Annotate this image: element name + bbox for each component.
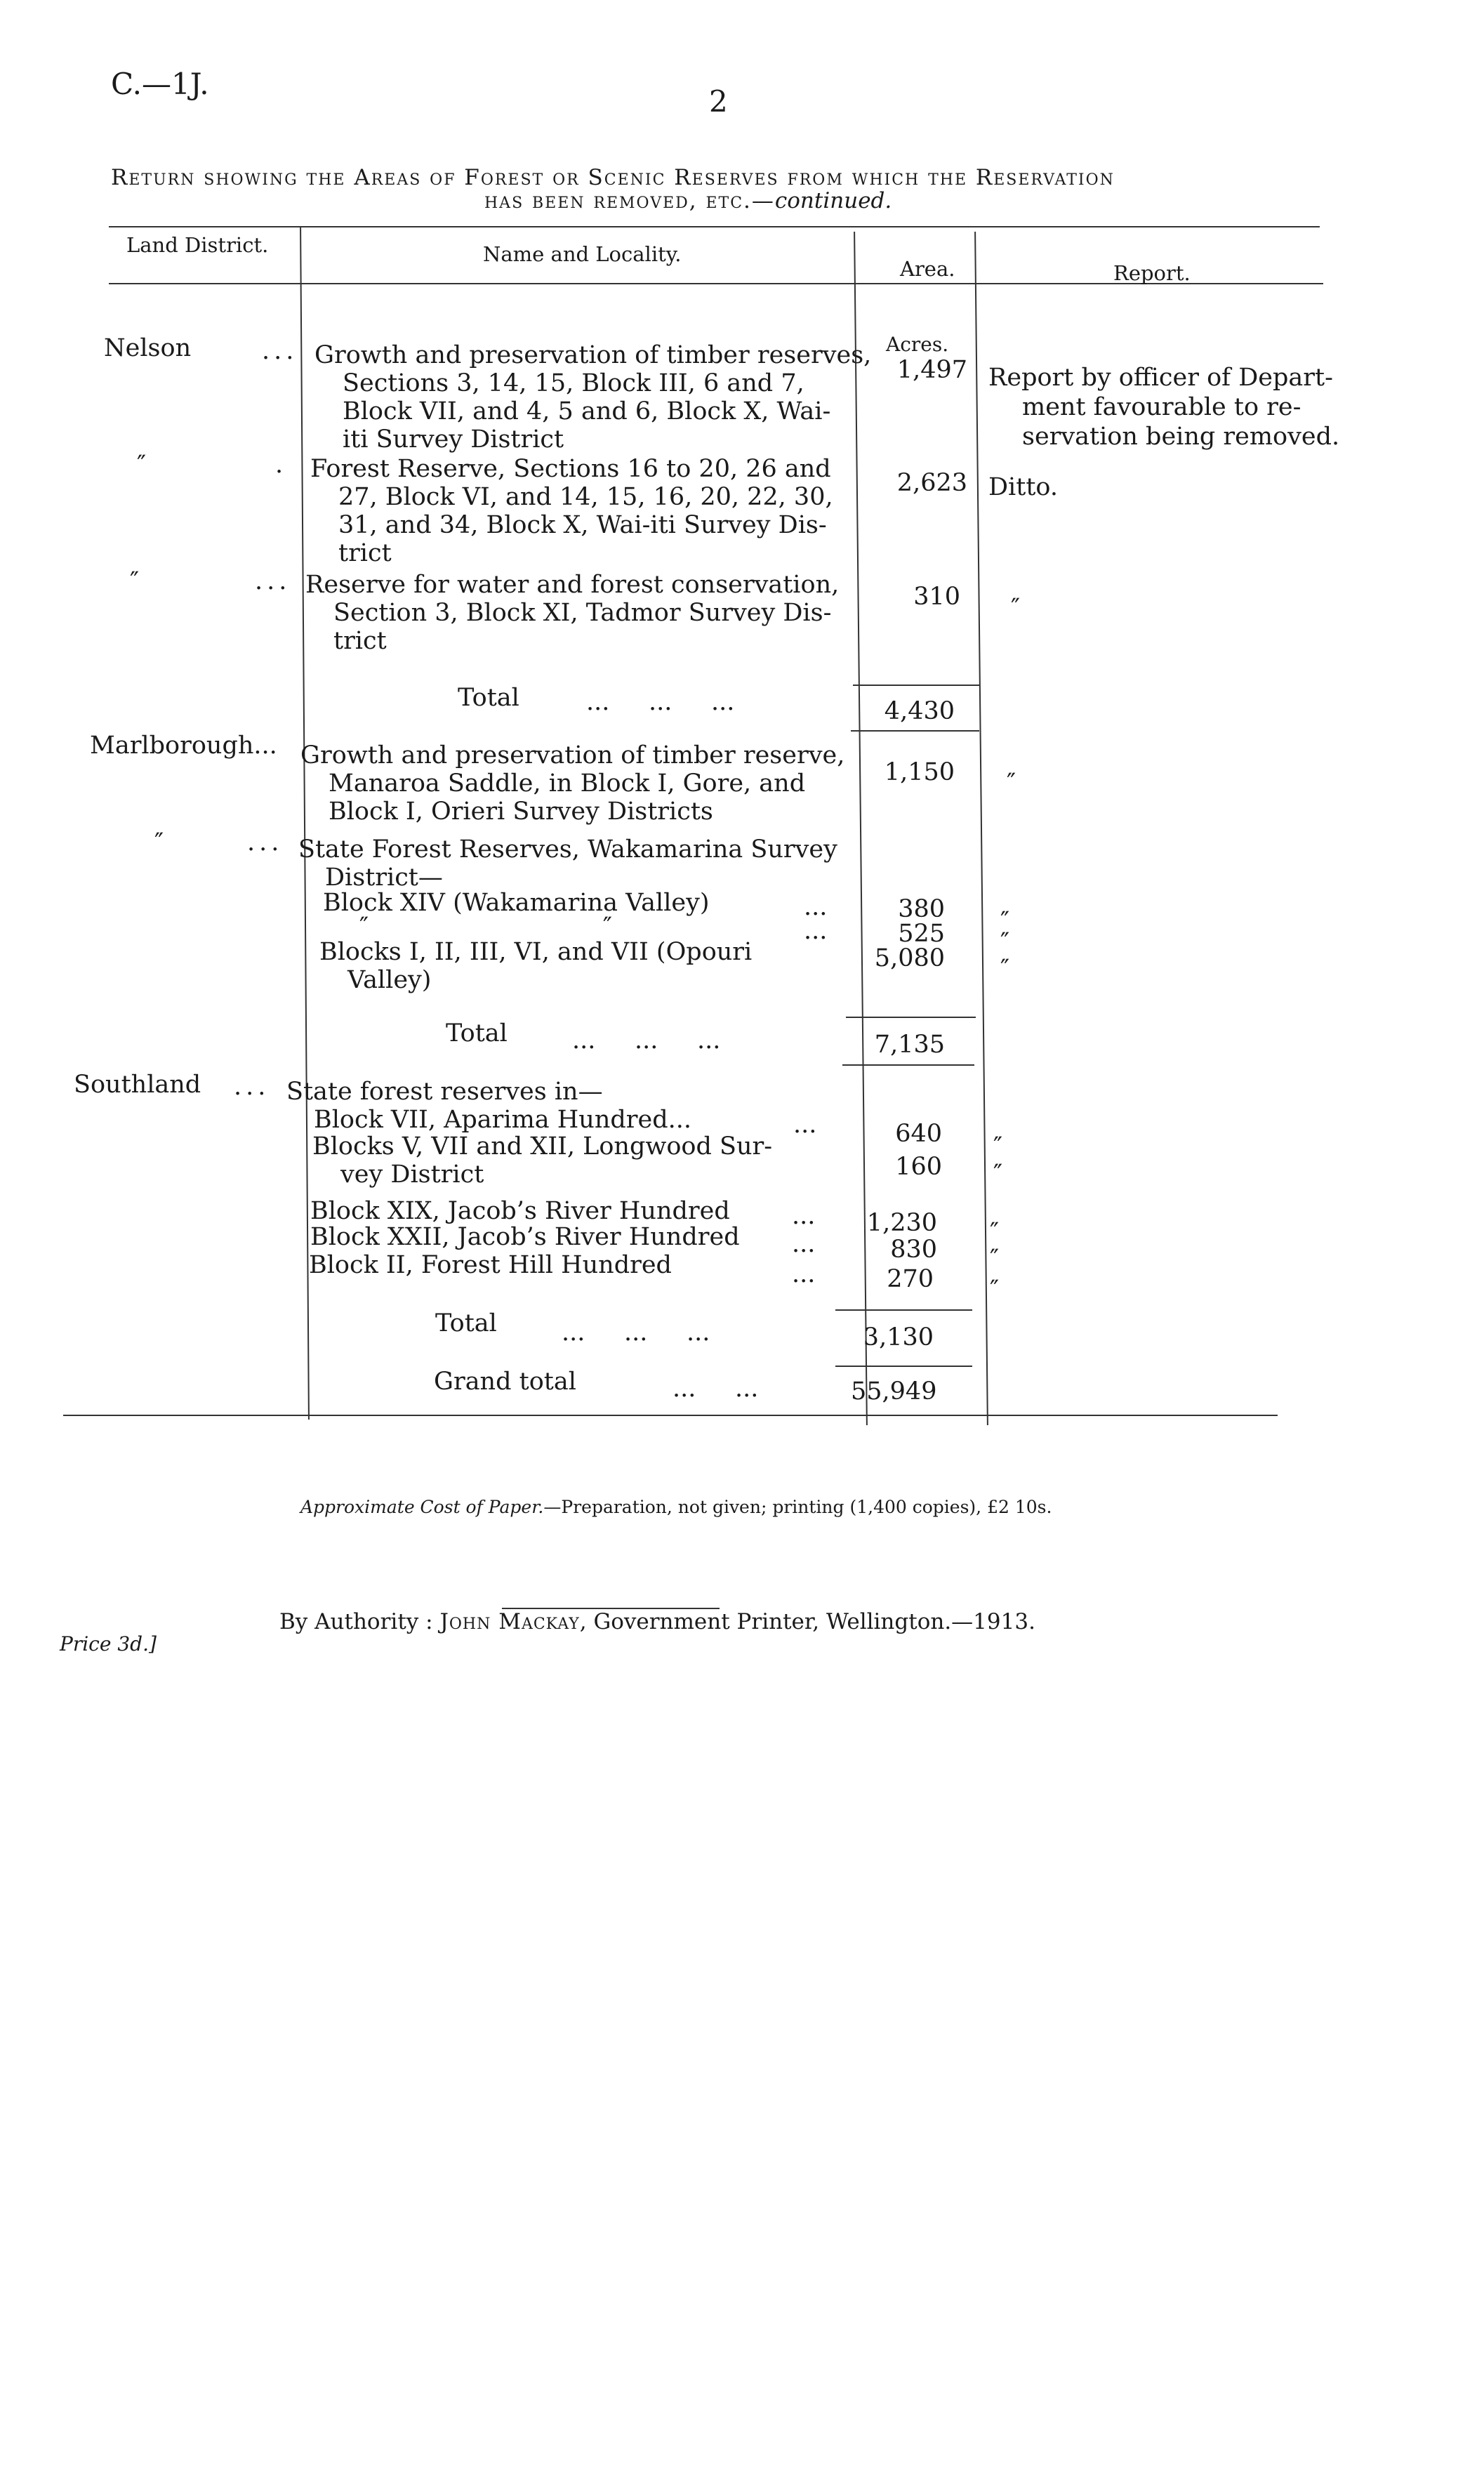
report-text: ″ [1007,769,1016,797]
name-locality [310,455,833,567]
page-title-line1: Return showing the Areas of Forest or Scenic Reserves from which the Reservation [111,165,1115,190]
area-value: 310 [913,583,960,611]
sub-line: Blocks V, VII and XII, Longwood Sur- [312,1132,773,1161]
name-line: 31, and 34, Block X, Wai-iti Survey Dis- [338,511,827,539]
column-divider-area [974,232,988,1425]
district-ditto: ″ [154,828,164,857]
sub-line: Blocks I, II, III, VI, and VII (Opouri [319,938,753,966]
report-text: ″ [1000,928,1010,956]
header-name-locality: Name and Locality. [483,242,682,266]
page-number: 2 [709,84,728,119]
sub-item: ″ ″ [359,913,612,941]
total-dots: ... ... ... [562,1318,710,1347]
name-line: trict [338,539,392,567]
total-rule [851,730,979,732]
report-line: ment favourable to re- [1022,393,1301,421]
sub-dots: ... [804,893,828,921]
total-rule [842,1064,974,1066]
authority-line [279,1609,1035,1634]
area-value: 525 [898,920,945,948]
report-text: ″ [1011,594,1021,622]
total-label: Total [435,1309,497,1337]
name-locality: State forest reserves in— [286,1078,603,1106]
title-line2-italic: continued. [774,188,892,213]
grand-total-label: Grand total [434,1368,576,1396]
authority-prefix: By Authority : [279,1609,433,1634]
report-line: servation being removed. [1022,423,1340,451]
sub-item [319,938,752,994]
district-nelson [104,334,191,362]
total-dots: ... ... ... [586,688,735,716]
sub-item: Block XIX, Jacob’s River Hundred [310,1197,730,1225]
area-value: 830 [890,1236,937,1264]
sub-dots: ... [804,917,828,945]
sub-line: Valley) [347,966,432,994]
district-dots: ... [247,828,284,857]
table-bottom-rule [63,1415,1278,1416]
name-line: Growth and preservation of timber reserves, [314,341,872,369]
sub-item: Block VII, Aparima Hundred... [314,1106,691,1134]
sub-item: Block XXII, Jacob’s River Hundred [310,1223,740,1251]
price: Price 3d.] [60,1632,157,1655]
area-value: 2,623 [896,469,967,497]
title-line2-text: has been removed, etc.— [484,188,775,213]
total-rule [835,1366,972,1367]
total-label: Total [458,684,519,712]
name-locality [305,571,839,655]
district-dots: ... [255,567,291,595]
name-line: 27, Block VI, and 14, 15, 16, 20, 22, 30, [338,483,833,511]
name-locality [298,835,837,892]
name-line: Sections 3, 14, 15, Block III, 6 and 7, [343,369,804,397]
total-rule [846,1017,976,1018]
district-name: Marlborough [90,732,254,760]
sub-item [312,1132,772,1189]
cost-of-paper-label: Approximate Cost of Paper. [300,1497,544,1517]
district-dots: . [275,451,284,479]
table-top-rule [109,226,1320,227]
header-area: Area. [900,257,955,281]
district-dots: ... [234,1073,270,1101]
total-rule [853,685,979,686]
sub-line: vey District [340,1161,484,1189]
header-report: Report. [1113,261,1191,285]
sub-dots: ... [792,1230,816,1258]
area-value: 160 [895,1153,942,1181]
name-line: Forest Reserve, Sections 16 to 20, 26 and [310,455,831,483]
area-value: 1,497 [896,356,967,384]
report-line: Report by officer of Depart- [988,364,1333,392]
units-label: Acres. [886,333,949,356]
authority-rest: , Government Printer, Wellington.—1913. [579,1609,1035,1634]
total-value: 4,430 [884,697,955,725]
total-label: Total [446,1019,508,1047]
name-line: trict [333,627,387,655]
name-locality [314,341,871,454]
name-line: Growth and preservation of timber reserve, [300,741,845,769]
report-text: ″ [990,1276,1000,1304]
report-text: ″ [1000,907,1010,935]
total-rule [835,1309,972,1311]
page-title-line2 [484,188,892,213]
area-value: 640 [895,1120,942,1148]
report-text: ″ [990,1245,1000,1273]
name-line: iti Survey District [343,425,564,454]
district-ditto: ″ [137,451,147,479]
district-ditto: ″ [130,567,140,595]
name-line: Section 3, Block XI, Tadmor Survey Dis- [333,599,832,627]
district-name: Southland [74,1071,201,1099]
name-line: Manaroa Saddle, in Block I, Gore, and [329,769,806,798]
area-value: 1,230 [866,1209,937,1237]
name-line: State Forest Reserves, Wakamarina Survey [298,835,837,864]
name-line: District— [325,864,443,892]
name-line: Reserve for water and forest conservation, [305,571,840,599]
sub-item: Block XIV (Wakamarina Valley) [323,889,710,917]
district-name: Nelson [104,334,192,362]
area-value: 1,150 [884,758,955,786]
printer-name: John Mackay [439,1609,580,1634]
area-value: 270 [887,1265,934,1293]
grand-total-value: 55,949 [851,1377,937,1406]
grand-total-dots: ... ... [673,1375,759,1403]
sub-dots: ... [792,1202,816,1230]
district-marlborough [90,732,277,760]
header-land-district: Land District. [126,233,269,257]
name-line: Block I, Orieri Survey Districts [329,798,713,826]
cost-of-paper-text: —Preparation, not given; printing (1,400 copies), £2 10s. [543,1497,1052,1517]
district-southland [74,1071,201,1099]
report-text [988,363,1339,451]
report-text: ″ [993,1160,1003,1188]
total-value: 3,130 [863,1323,934,1351]
total-dots: ... ... ... [572,1026,721,1055]
sub-item: Block II, Forest Hill Hundred [309,1251,672,1279]
total-value: 7,135 [874,1031,945,1059]
sub-dots: ... [793,1111,817,1139]
district-dots: ... [262,337,298,365]
cost-of-paper [300,1497,1052,1517]
document-reference: C.—1J. [111,67,209,101]
report-text: ″ [993,1132,1003,1161]
sub-dots: ... [792,1260,816,1288]
report-text: ″ [990,1218,1000,1246]
name-locality [300,741,844,826]
report-text: Ditto. [988,473,1058,501]
area-value: 380 [898,895,945,923]
name-line: Block VII, and 4, 5 and 6, Block X, Wai- [343,397,831,425]
report-text: ″ [1000,955,1010,983]
district-dots: ... [253,732,277,760]
area-value: 5,080 [874,944,945,972]
